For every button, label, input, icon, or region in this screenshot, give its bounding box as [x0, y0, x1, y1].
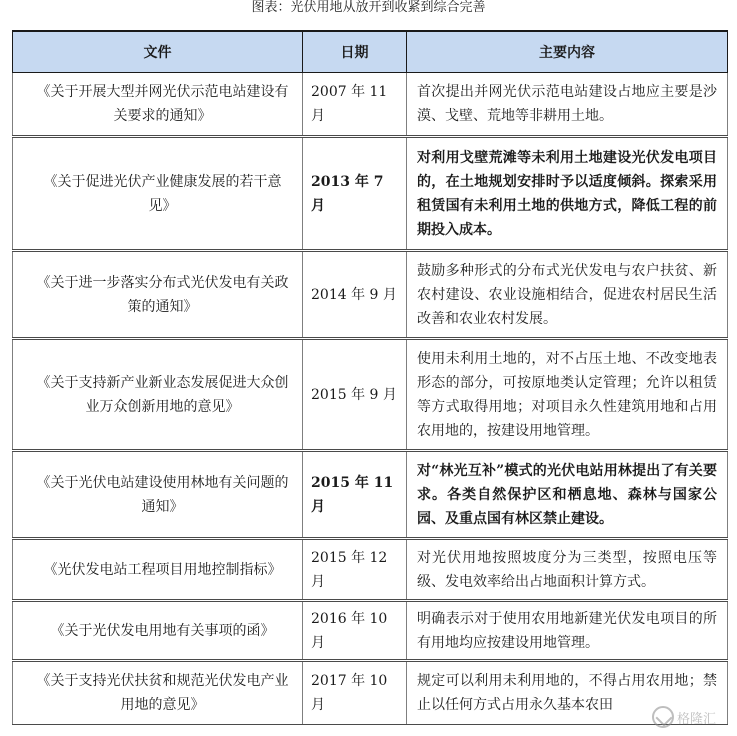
row-date: 2014 年 9 月: [311, 286, 397, 303]
row-content: 明确表示对于使用农用地新建光伏发电项目的所有用地均应按建设用地管理。: [417, 610, 717, 651]
row-content: 规定可以利用未利用地的，不得占用农用地；禁止以任何方式占用永久基本农田: [417, 673, 717, 713]
row-date: 2015 年 11 月: [311, 474, 394, 515]
row-date: 2007 年 11 月: [311, 84, 388, 124]
row-file: 《关于进一步落实分布式光伏发电有关政策的通知》: [36, 274, 289, 315]
table-row: [13, 451, 728, 539]
row-date: 2017 年 10 月: [311, 673, 388, 713]
table-row: [13, 539, 728, 601]
table-row: [13, 339, 728, 451]
header-date: 日期: [303, 31, 407, 73]
row-content: 对光伏用地按照坡度分为三类型，按照电压等级、发电效率给出占地面积计算方式。: [417, 549, 717, 590]
policy-table: [12, 30, 728, 725]
header-content: 主要内容: [407, 31, 728, 73]
watermark: [652, 702, 734, 732]
row-date: 2016 年 10 月: [311, 610, 388, 651]
row-date: 2015 年 9 月: [311, 386, 397, 403]
row-content: 鼓励多种形式的分布式光伏发电与农户扶贫、新农村建设、农业设施相结合，促进农村居民生活改善和农业农村发展。: [417, 262, 717, 327]
row-content: 使用未利用土地的，对不占压土地、不改变地表形态的部分，可按原地类认定管理；允许以租赁等方式取得用地；对项目永久性建筑用地和占用农用地的，按建设用地管理。: [417, 350, 717, 439]
row-date: 2013 年 7 月: [311, 173, 384, 214]
row-file: 《关于光伏发电用地有关事项的函》: [50, 622, 275, 639]
row-file: 《关于支持新产业新业态发展促进大众创业万众创新用地的意见》: [36, 374, 289, 415]
row-file: 《关于促进光伏产业健康发展的若干意见》: [43, 173, 282, 214]
table-row: [13, 601, 728, 661]
row-file: 《关于开展大型并网光伏示范电站建设有关要求的通知》: [36, 84, 289, 124]
watermark-text: 格隆汇: [677, 711, 717, 727]
row-content: 对利用戈壁荒滩等未利用土地建设光伏发电项目的，在土地规划安排时予以适度倾斜。探索采用租赁国有未利用土地的供地方式，降低工程的前期投入成本。: [417, 149, 717, 238]
figure-caption: 图表：光伏用地从放开到收紧到综合完善: [251, 0, 486, 15]
row-file: 《关于光伏电站建设使用林地有关问题的通知》: [36, 474, 289, 515]
table-row: [13, 661, 728, 725]
row-content: 对“林光互补”模式的光伏电站用林提出了有关要求。各类自然保护区和栖息地、森林与国家公园、及重点国有林区禁止建设。: [417, 462, 717, 527]
row-content: 首次提出并网光伏示范电站建设占地应主要是沙漠、戈壁、荒地等非耕用土地。: [417, 84, 717, 124]
row-file: 《光伏发电站工程项目用地控制指标》: [43, 561, 282, 578]
row-date: 2015 年 12 月: [311, 549, 388, 590]
table-header-row: [13, 31, 728, 73]
table-row: [13, 73, 728, 137]
row-file: 《关于支持光伏扶贫和规范光伏发电产业用地的意见》: [36, 673, 289, 713]
table-row: [13, 251, 728, 339]
header-file: 文件: [13, 31, 303, 73]
table-row: [13, 137, 728, 251]
watermark-logo-icon: [652, 706, 674, 728]
